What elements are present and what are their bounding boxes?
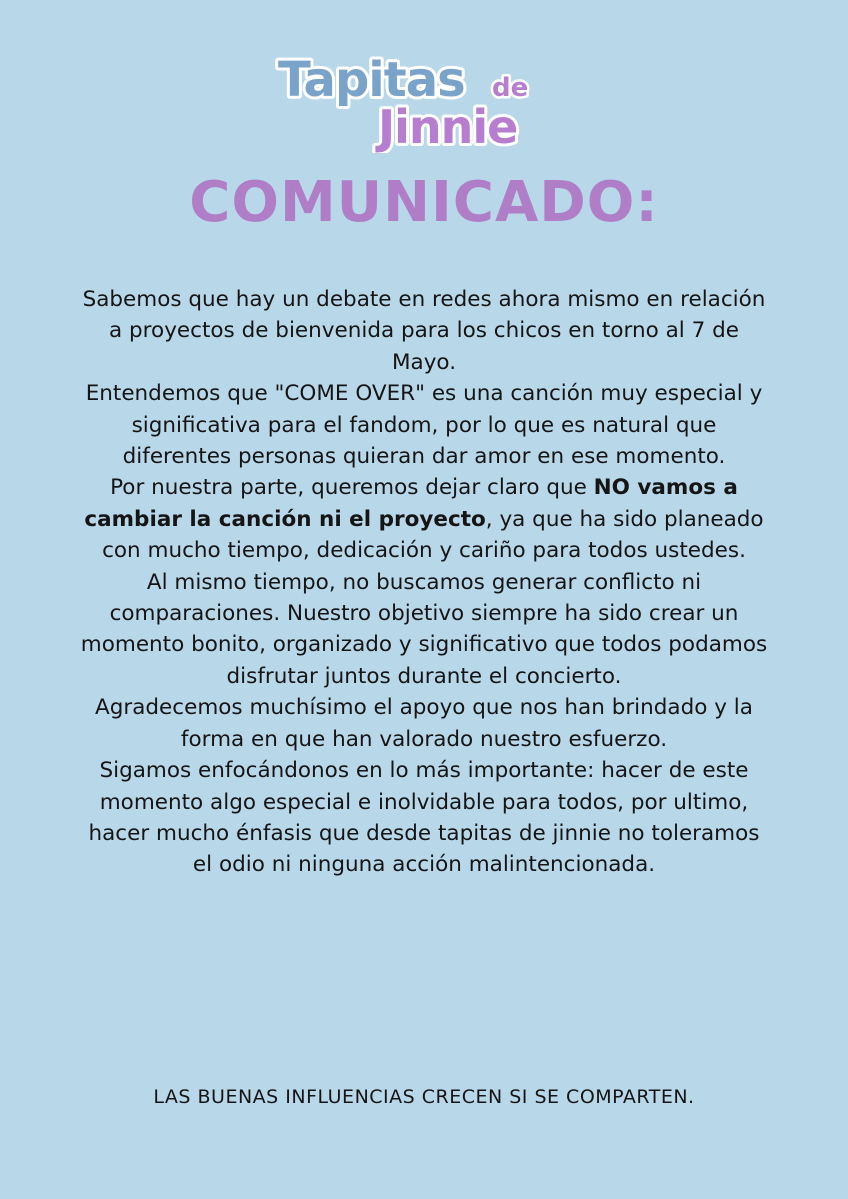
logo-word-jinnie: Jinnie — [378, 100, 518, 153]
paragraph-position-reason: , ya que ha sido planeado con mucho tiempo, dedicación y cariño para todos ustedes. — [102, 506, 764, 564]
paragraph-no-conflict: Al mismo tiempo, no buscamos generar conflicto ni comparaciones. Nuestro objetivo siempre ha sido crear un momento bonito, organizado y significativo que todos podamos disfrutar juntos durante el concierto. — [80, 569, 768, 689]
paragraph-thanks: Agradecemos muchísimo el apoyo que nos han brindado y la forma en que han valorado nuestro esfuerzo. — [95, 695, 753, 752]
paragraph-debate: Sabemos que hay un debate en redes ahora mismo en relación a proyectos de bienvenida para los chicos en torno al 7 de Mayo. — [82, 287, 766, 375]
closing-slogan: LAS BUENAS INFLUENCIAS CRECEN SI SE COMPARTEN. — [153, 1086, 695, 1108]
logo-word-de: de — [492, 73, 529, 103]
tapitas-de-jinnie-logo — [270, 48, 580, 153]
paragraph-position — [80, 472, 768, 566]
logo-word-tapitas: Tapitas — [278, 52, 465, 108]
page-title: COMUNICADO: — [189, 170, 659, 235]
paragraph-focus: Sigamos enfocándonos en lo más importante: hacer de este momento algo especial e inolvidable para todos, por ultimo, hacer mucho énfasis que desde tapitas de jinnie no toleramos el odio ni ninguna acción malintencionada. — [88, 758, 760, 878]
paragraph-position-intro: Por nuestra parte, queremos dejar claro que — [110, 475, 594, 501]
paragraph-position-emphasis: NO vamos a cambiar la canción ni el proyecto — [84, 475, 738, 532]
announcement-body — [80, 284, 768, 881]
paragraph-come-over: Entendemos que "COME OVER" es una canción muy especial y significativa para el fandom, por lo que es natural que diferentes personas quieran dar amor en ese momento. — [85, 381, 763, 470]
